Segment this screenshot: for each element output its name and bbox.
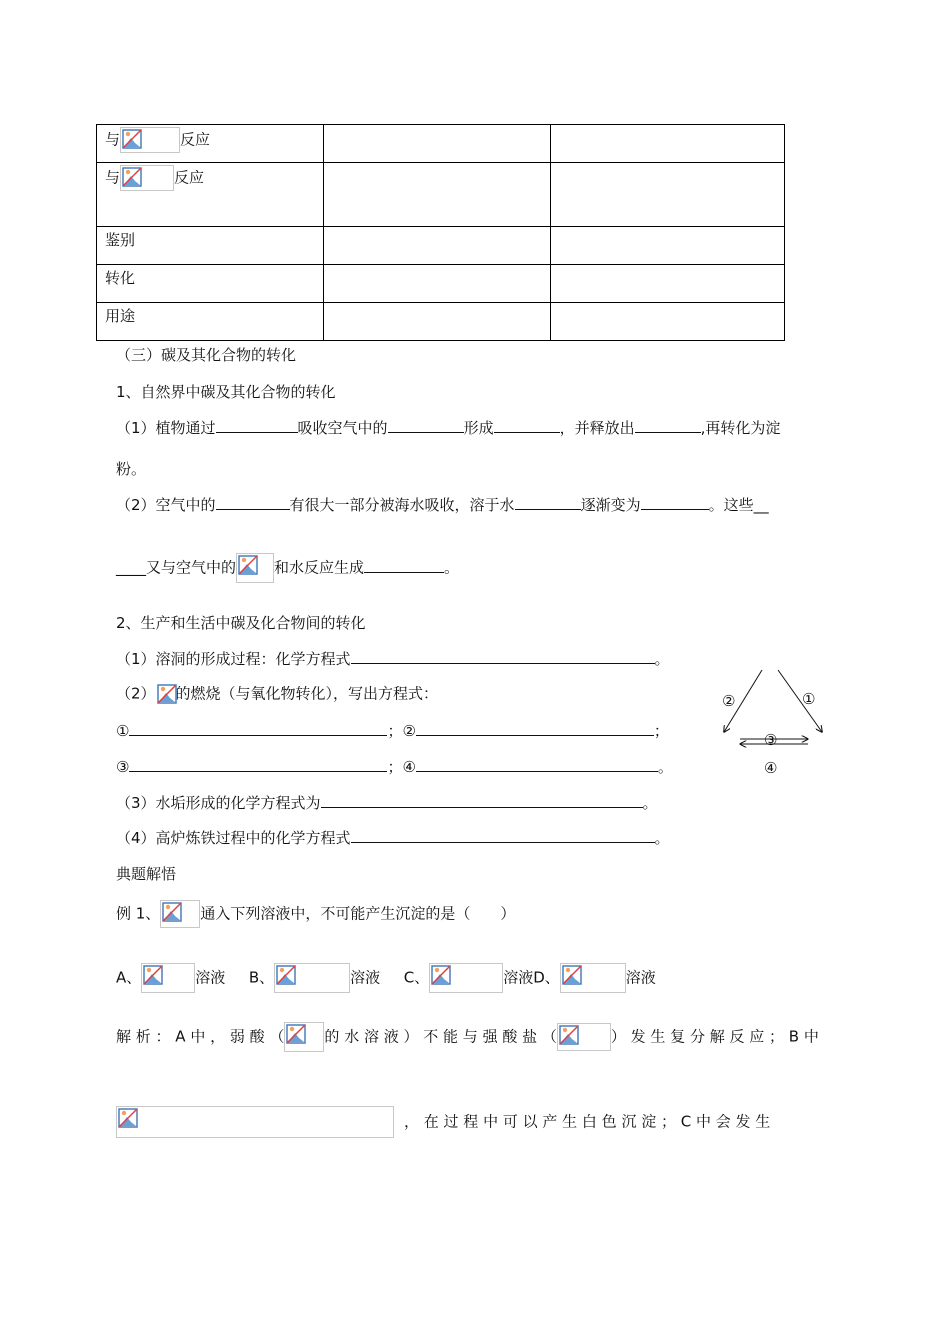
analysis-line: ， 在 过 程 中 可 以 产 生 白 色 沉 淀 ； C 中 会 发 生 (116, 1106, 770, 1138)
equation-line: ① ；② ； (116, 722, 669, 740)
table-row: 与 反应 (97, 125, 785, 163)
formula-image (236, 553, 274, 583)
table-row: 与 反应 (97, 163, 785, 227)
formula-image (560, 963, 626, 993)
section-title: （三）碳及其化合物的转化 (116, 346, 297, 364)
options-line: A、 溶液 B、 溶液 C、 溶液D、 溶液 (116, 963, 656, 993)
formula-image (141, 963, 195, 993)
property-table (96, 124, 785, 341)
section-title: 典题解悟 (116, 865, 177, 883)
formula-image (160, 900, 200, 928)
table-row: 用途 (97, 303, 785, 341)
question-line: （1）溶洞的形成过程：化学方程式 。 (116, 650, 670, 668)
label-3: ③ (764, 731, 778, 749)
formula-image (274, 963, 350, 993)
question-line: （1）植物通过 吸收空气中的 形成 ，并释放出 ,再转化为淀 (116, 419, 781, 437)
label-1: ① (802, 690, 816, 708)
question-line: （2）空气中的 有很大一部分被海水吸收，溶于水 逐渐变为 。这些__ (116, 496, 769, 514)
example-question: 例 1、 通入下列溶液中，不可能产生沉淀的是（ ） (116, 900, 515, 928)
label-2: ② (722, 692, 736, 710)
formula-image (429, 963, 503, 993)
question-line: ____又与空气中的 和水反应生成 。 (116, 553, 459, 583)
table-row: 鉴别 (97, 227, 785, 265)
formula-image (120, 165, 174, 191)
subsection-title: 1、自然界中碳及其化合物的转化 (116, 383, 336, 401)
analysis-line: 解 析 ： A 中 ， 弱 酸 （ 的 水 溶 液 ） 不 能 与 强 酸 盐 （ ） 发 生 复 分 解 反 应 ； B 中 (116, 1022, 819, 1052)
formula-image (156, 683, 176, 705)
question-line: （4）高炉炼铁过程中的化学方程式 。 (116, 829, 670, 847)
formula-image (284, 1022, 324, 1052)
formula-image (120, 127, 180, 153)
question-line: （3）水垢形成的化学方程式为 。 (116, 794, 658, 812)
subsection-title: 2、生产和生活中碳及化合物间的转化 (116, 614, 366, 632)
formula-image (116, 1106, 394, 1138)
label-4: ④ (764, 759, 778, 777)
table-row: 转化 (97, 265, 785, 303)
question-line: （2） 的燃烧（与氧化物转化），写出方程式： (116, 683, 438, 705)
equation-line: ③ ；④ 。 (116, 758, 673, 776)
formula-image (557, 1023, 611, 1051)
